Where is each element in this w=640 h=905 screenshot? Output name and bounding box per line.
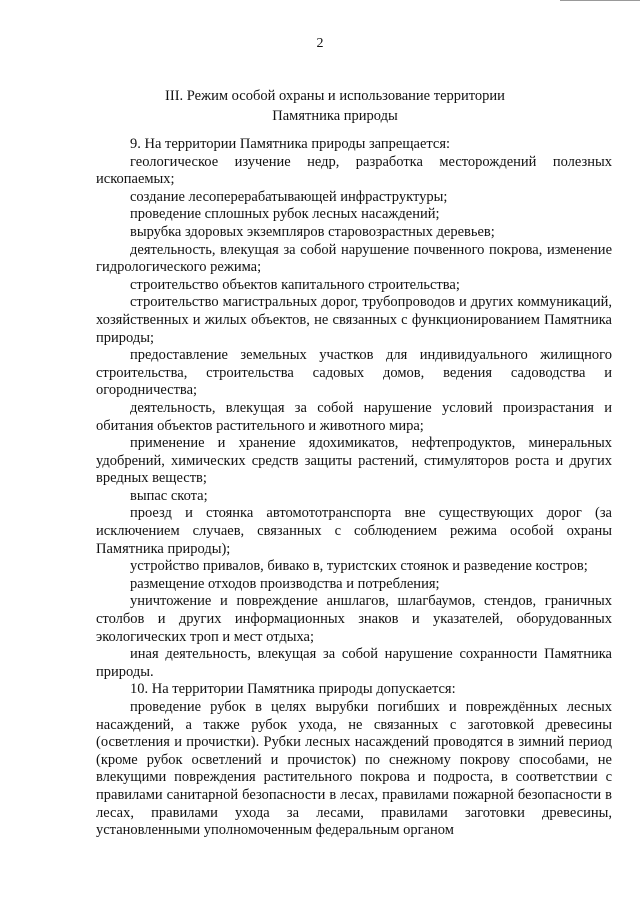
paragraph-habitat-disruption: деятельность, влекущая за собой нарушение условий произрастания и обитания объектов растительного и животного мира; <box>96 399 612 434</box>
paragraph-waste: размещение отходов производства и потребления; <box>130 575 440 592</box>
paragraph-old-trees: вырубка здоровых экземпляров старовозрастных деревьев; <box>130 223 495 240</box>
paragraph-other-activity: иная деятельность, влекущая за собой нарушение сохранности Памятника природы. <box>96 646 612 680</box>
paragraph-signs-damage: уничтожение и повреждение аншлагов, шлагбаумов, стендов, граничных столбов и других информационных знаков и указателей, оборудованных экологических троп и мест отдыха; <box>96 593 612 645</box>
paragraph-clause-10-heading: 10. На территории Памятника природы допускается: <box>130 681 456 698</box>
document-body <box>96 136 612 840</box>
paragraph-clause-9-heading: 9. На территории Памятника природы запрещается: <box>130 136 451 152</box>
paragraph-geological-survey: геологическое изучение недр, разработка месторождений полезных ископаемых; <box>96 153 612 188</box>
paragraph-clear-cutting: проведение сплошных рубок лесных насаждений; <box>130 206 440 223</box>
paragraph-permitted-felling: проведение рубок в целях вырубки погибших и повреждённых лесных насаждений, а также рубок ухода, не связанных с заготовкой древесины (осветления и прочистки). Рубки лесных насаждений проводятся в зимний период (кроме рубок осветлений и прочисток) по снежному покрову способами, не влекущими повреждения растительного покрова и подроста, в соответствии с правилами санитарной безопасности в лесах, правилами пожарной безопасности в лесах, правилами ухода за лесами, правилами заготовки древесины, установленными уполномоченным федеральным органом <box>96 699 612 839</box>
page-number: 2 <box>316 36 324 51</box>
paragraph-vehicles: проезд и стоянка автомототранспорта вне существующих дорог (за исключением случаев, связанных с соблюдением режима особой охраны Памятника природы); <box>96 505 612 557</box>
paragraph-chemicals: применение и хранение ядохимикатов, нефтепродуктов, минеральных удобрений, химических средств защиты растений, стимуляторов роста и других вредных веществ; <box>96 435 612 487</box>
paragraph-capital-construction: строительство объектов капитального строительства; <box>130 276 460 293</box>
section-title-line-1: III. Режим особой охраны и использование территории <box>165 88 505 104</box>
paragraph-camping: устройство привалов, бивако в, туристских стоянок и разведение костров; <box>130 558 588 575</box>
paragraph-wood-processing: создание лесоперерабатывающей инфраструктуры; <box>130 188 448 205</box>
section-title <box>90 86 580 126</box>
paragraph-grazing: выпас скота; <box>130 487 208 504</box>
section-title-line-2: Памятника природы <box>272 108 398 124</box>
paragraph-roads-pipelines: строительство магистральных дорог, трубопроводов и других коммуникаций, хозяйственных и жилых объектов, не связанных с функционированием Памятника природы; <box>96 294 612 346</box>
top-border-line <box>560 0 640 1</box>
paragraph-land-plots: предоставление земельных участков для индивидуального жилищного строительства, строительства садовых домов, ведения садоводства и огородничества; <box>96 347 612 399</box>
paragraph-soil-damage: деятельность, влекущая за собой нарушение почвенного покрова, изменение гидрологического режима; <box>96 241 612 276</box>
